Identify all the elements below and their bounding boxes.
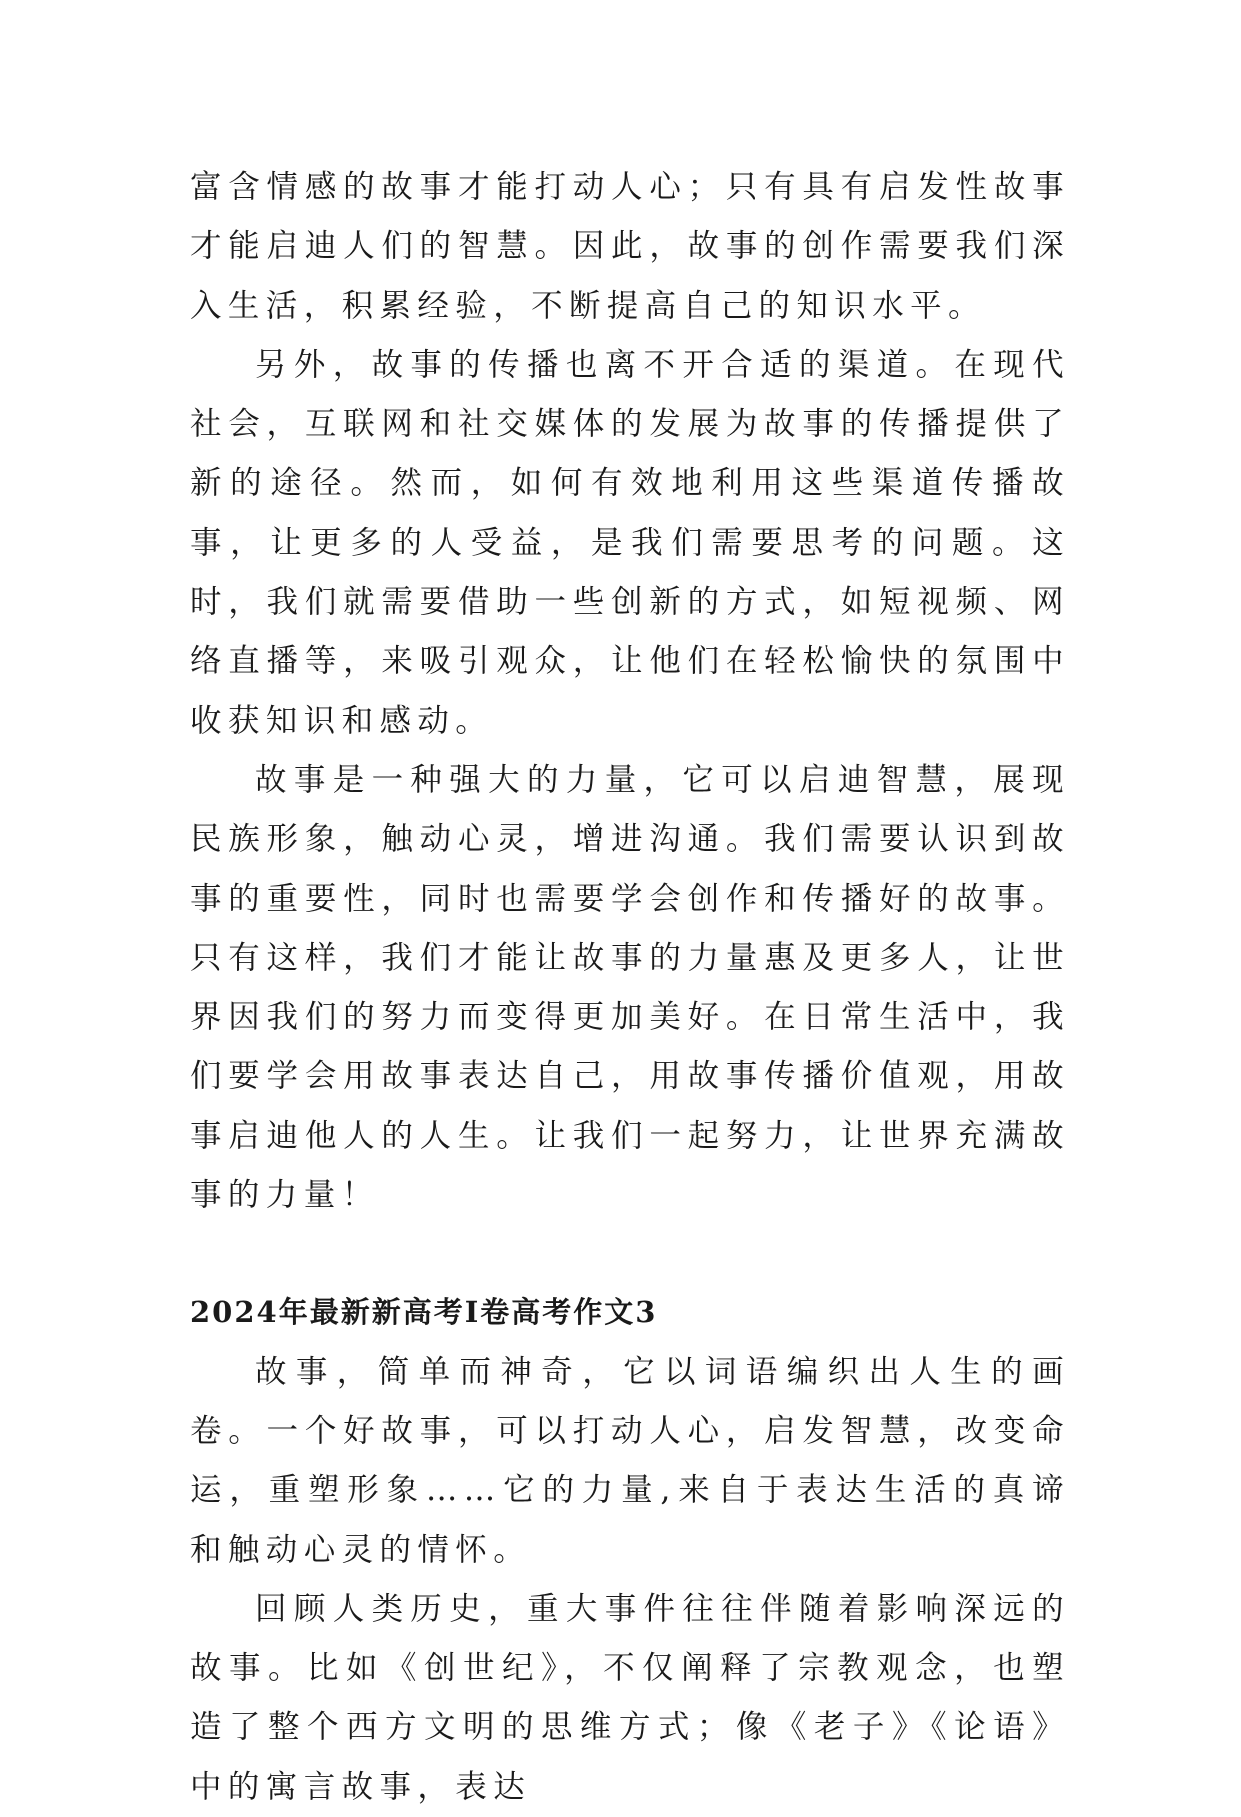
paragraph-history: 回顾人类历史，重大事件往往伴随着影响深远的故事。比如《创世纪》，不仅阐释了宗教观念，也塑造了整个西方文明的思维方式；像《老子》《论语》中的寓言故事，表达 (190, 1590, 1070, 1805)
paragraph-continued: 富含情感的故事才能打动人心；只有具有启发性故事才能启迪人们的智慧。因此，故事的创作需要我们深入生活，积累经验，不断提高自己的知识水平。 (190, 169, 1070, 324)
document-body (190, 158, 1070, 1817)
paragraph-power-of-stories: 故事是一种强大的力量，它可以启迪智慧，展现民族形象，触动心灵，增进沟通。我们需要认识到故事的重要性，同时也需要学会创作和传播好的故事。只有这样，我们才能让故事的力量惠及更多人，让世界因我们的努力而变得更加美好。在日常生活中，我们要学会用故事表达自己，用故事传播价值观，用故事启迪他人的人生。让我们一起努力，让世界充满故事的力量！ (190, 761, 1070, 1214)
paragraph-intro: 故事，简单而神奇，它以词语编织出人生的画卷。一个好故事，可以打动人心，启发智慧，改变命运，重塑形象……它的力量,来自于表达生活的真谛和触动心灵的情怀。 (190, 1353, 1070, 1568)
paragraph-channels: 另外，故事的传播也离不开合适的渠道。在现代社会，互联网和社交媒体的发展为故事的传播提供了新的途径。然而，如何有效地利用这些渠道传播故事，让更多的人受益，是我们需要思考的问题。这时，我们就需要借助一些创新的方式，如短视频、网络直播等，来吸引观众，让他们在轻松愉快的氛围中收获知识和感动。 (190, 346, 1070, 739)
essay-title: 2024年最新新高考Ⅰ卷高考作文3 (190, 1295, 658, 1330)
